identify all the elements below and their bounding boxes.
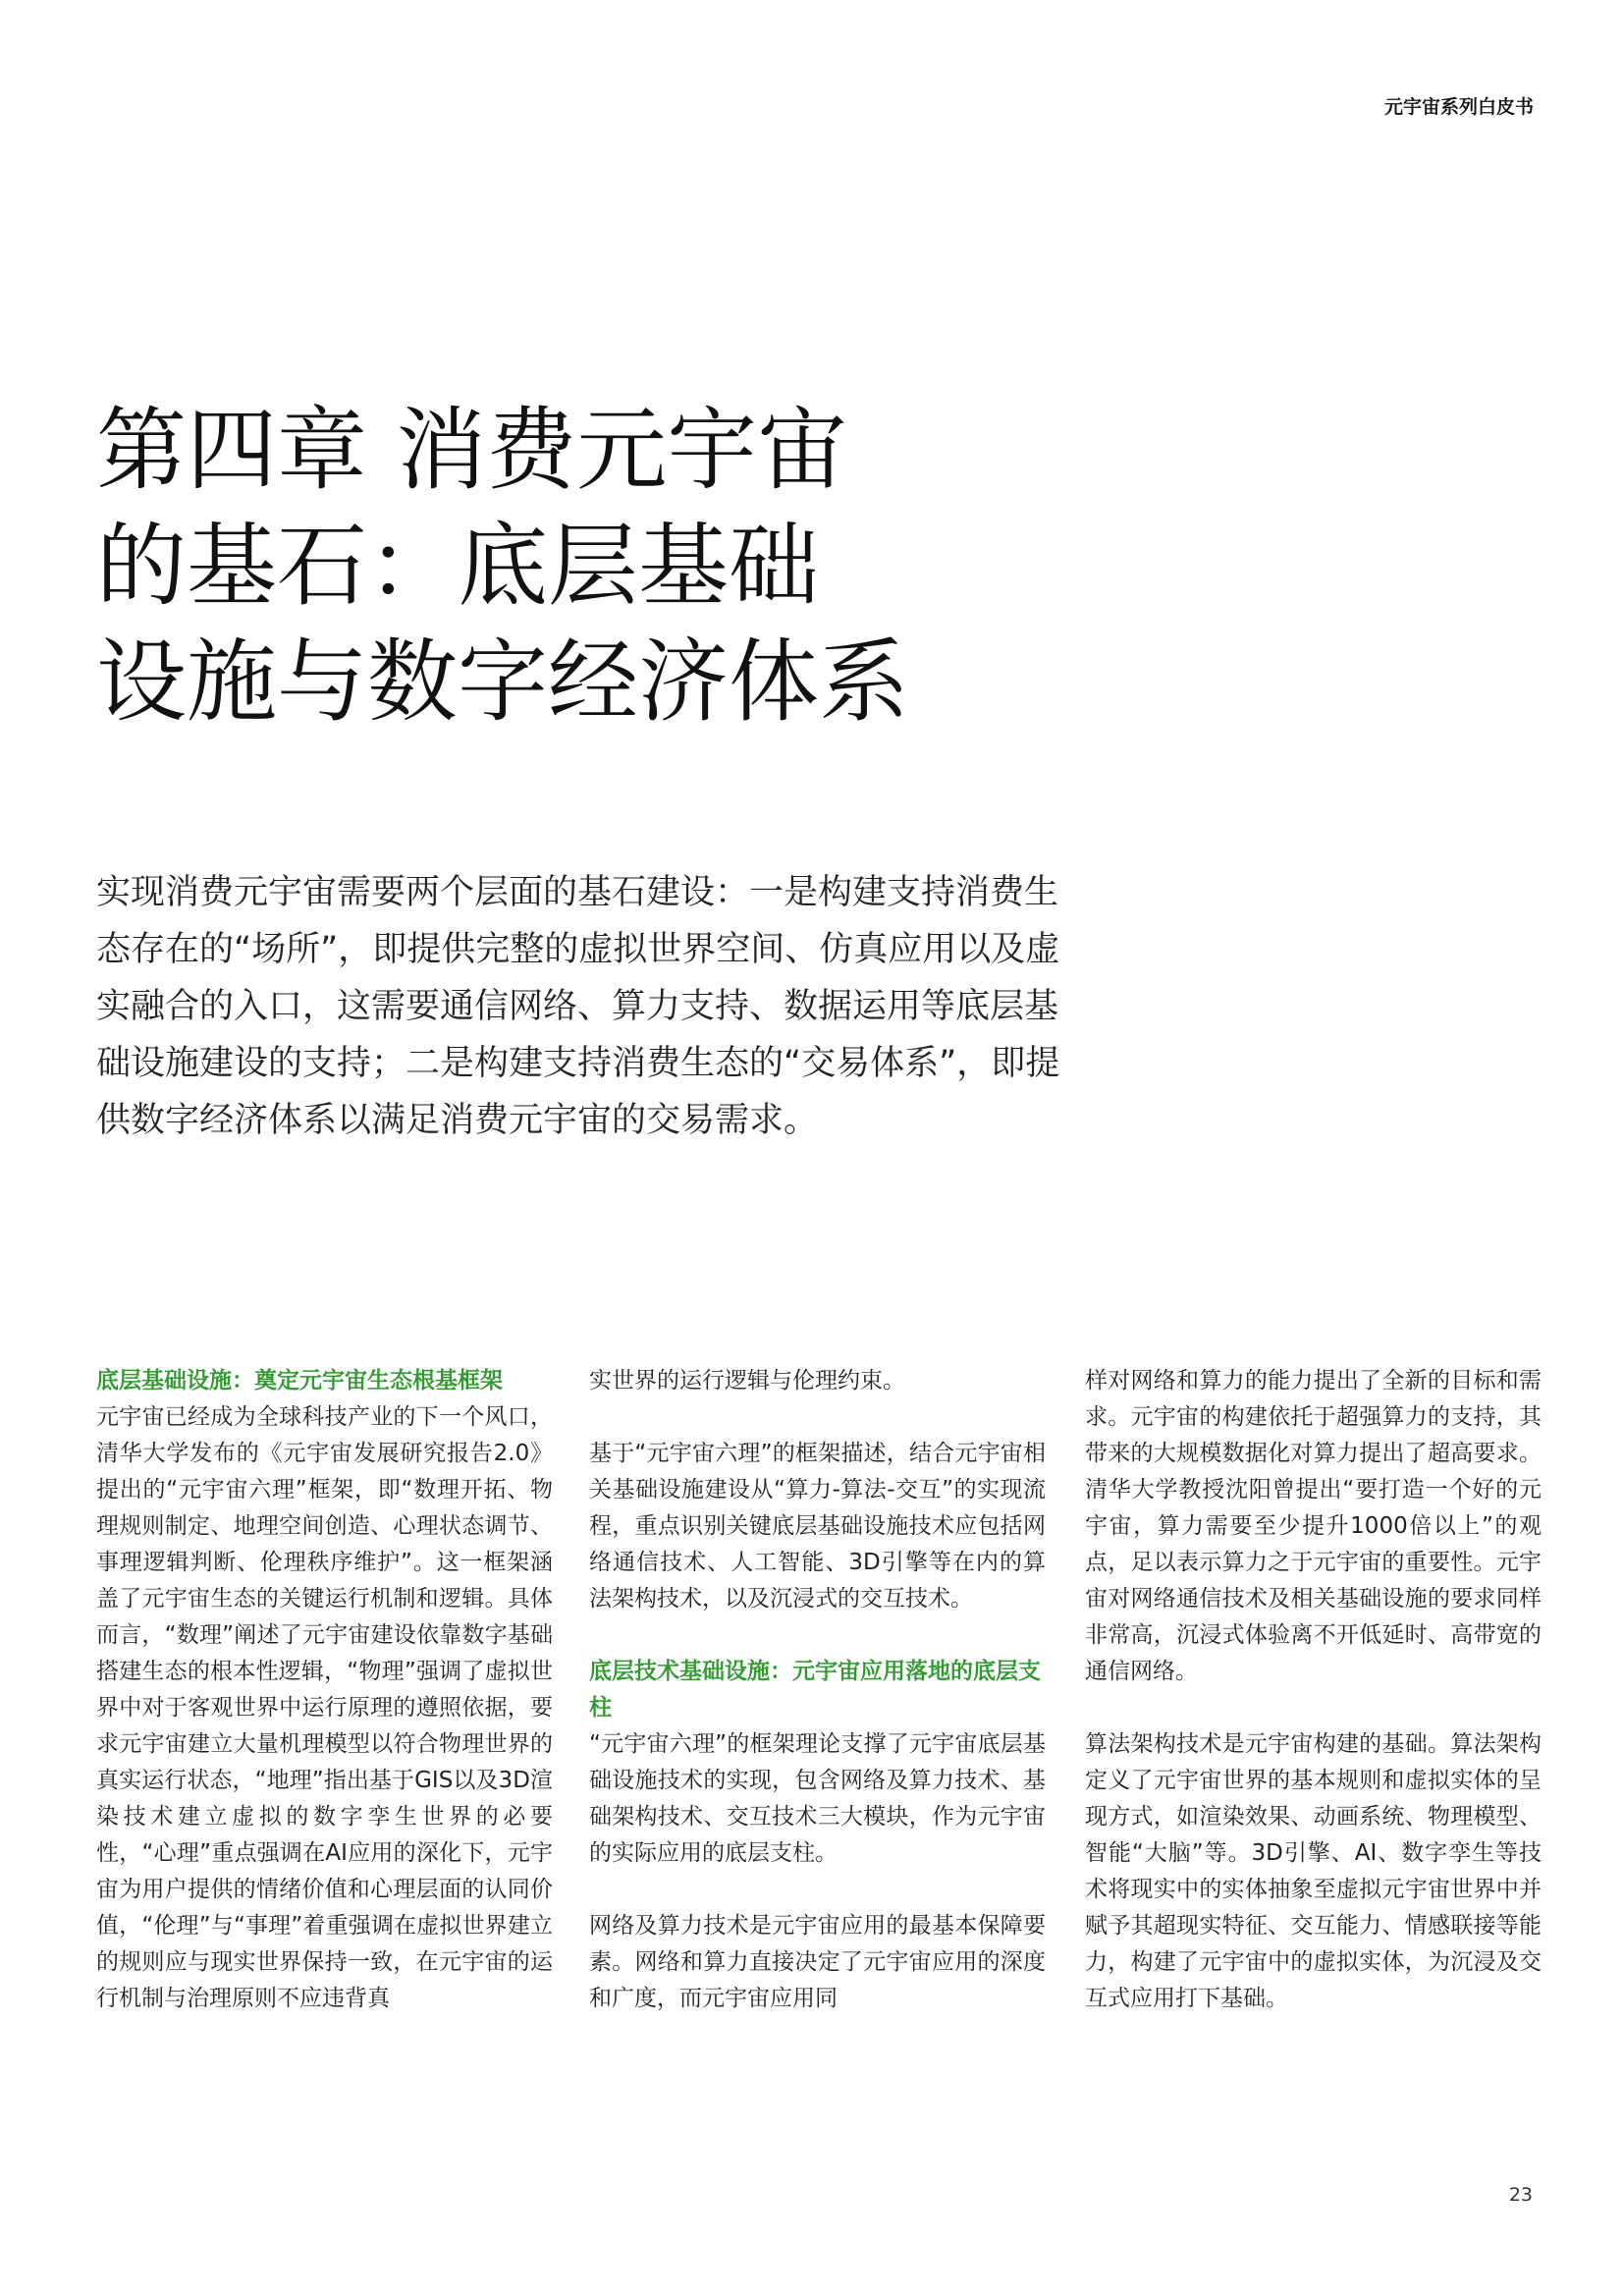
chapter-title <box>96 393 1176 740</box>
body-column-2 <box>589 1363 1046 2053</box>
body-paragraph: “元宇宙六理”的框架理论支撑了元宇宙底层基础设施技术的实现，包含网络及算力技术、基础架构技术、交互技术三大模块，作为元宇宙的实际应用的底层支柱。 <box>589 1731 1046 1866</box>
chapter-title-line: 设施与数字经济体系 <box>96 629 910 735</box>
document-series-title: 元宇宙系列白皮书 <box>1383 96 1534 118</box>
section-heading: 底层技术基础设施：元宇宙应用落地的底层支柱 <box>589 1659 1041 1721</box>
section-heading: 底层基础设施：奠定元宇宙生态根基框架 <box>96 1368 503 1394</box>
body-column-3 <box>1085 1363 1542 2053</box>
chapter-title-line: 的基石：底层基础 <box>96 514 820 619</box>
chapter-title-line: 第四章 消费元宇宙 <box>96 398 848 503</box>
body-paragraph: 网络及算力技术是元宇宙应用的最基本保障要素。网络和算力直接决定了元宇宙应用的深度和广度，而元宇宙应用同 <box>589 1913 1046 2011</box>
body-paragraph: 算法架构技术是元宇宙构建的基础。算法架构定义了元宇宙世界的基本规则和虚拟实体的呈现方式，如渲染效果、动画系统、物理模型、智能“大脑”等。3D引擎、AI、数字孪生等技术将现实中的实体抽象至虚拟元宇宙世界中并赋予其超现实特征、交互能力、情感联接等能力，构建了元宇宙中的虚拟实体，为沉浸及交互式应用打下基础。 <box>1085 1731 1542 2011</box>
body-column-1 <box>96 1363 553 2053</box>
body-paragraph: 实世界的运行逻辑与伦理约束。 <box>589 1368 905 1394</box>
body-paragraph: 基于“元宇宙六理”的框架描述，结合元宇宙相关基础设施建设从“算力-算法-交互”的实现流程，重点识别关键底层基础设施技术应包括网络通信技术、人工智能、3D引擎等在内的算法架构技术，以及沉浸式的交互技术。 <box>589 1441 1046 1612</box>
chapter-intro: 实现消费元宇宙需要两个层面的基石建设：一是构建支持消费生态存在的“场所”，即提供完整的虚拟世界空间、仿真应用以及虚实融合的入口，这需要通信网络、算力支持、数据运用等底层基础设施建设的支持；二是构建支持消费生态的“交易体系”，即提供数字经济体系以满足消费元宇宙的交易需求。 <box>96 873 1060 1140</box>
body-paragraph: 元宇宙已经成为全球科技产业的下一个风口，清华大学发布的《元宇宙发展研究报告2.0》提出的“元宇宙六理”框架，即“数理开拓、物理规则制定、地理空间创造、心理状态调节、事理逻辑判断、伦理秩序维护”。这一框架涵盖了元宇宙生态的关键运行机制和逻辑。具体而言，“数理”阐述了元宇宙建设依靠数字基础搭建生态的根本性逻辑，“物理”强调了虚拟世界中对于客观世界中运行原理的遵照依据，要求元宇宙建立大量机理模型以符合物理世界的真实运行状态，“地理”指出基于GIS以及3D渲染技术建立虚拟的数字孪生世界的必要性，“心理”重点强调在AI应用的深化下，元宇宙为用户提供的情绪价值和心理层面的认同价值，“伦理”与“事理”着重强调在虚拟世界建立的规则应与现实世界保持一致，在元宇宙的运行机制与治理原则不应违背真 <box>96 1404 553 2011</box>
body-paragraph: 样对网络和算力的能力提出了全新的目标和需求。元宇宙的构建依托于超强算力的支持，其带来的大规模数据化对算力提出了超高要求。清华大学教授沈阳曾提出“要打造一个好的元宇宙，算力需要至少提升1000倍以上”的观点，足以表示算力之于元宇宙的重要性。元宇宙对网络通信技术及相关基础设施的要求同样非常高，沉浸式体验离不开低延时、高带宽的通信网络。 <box>1085 1368 1542 1684</box>
page-number: 23 <box>1508 2184 1533 2206</box>
